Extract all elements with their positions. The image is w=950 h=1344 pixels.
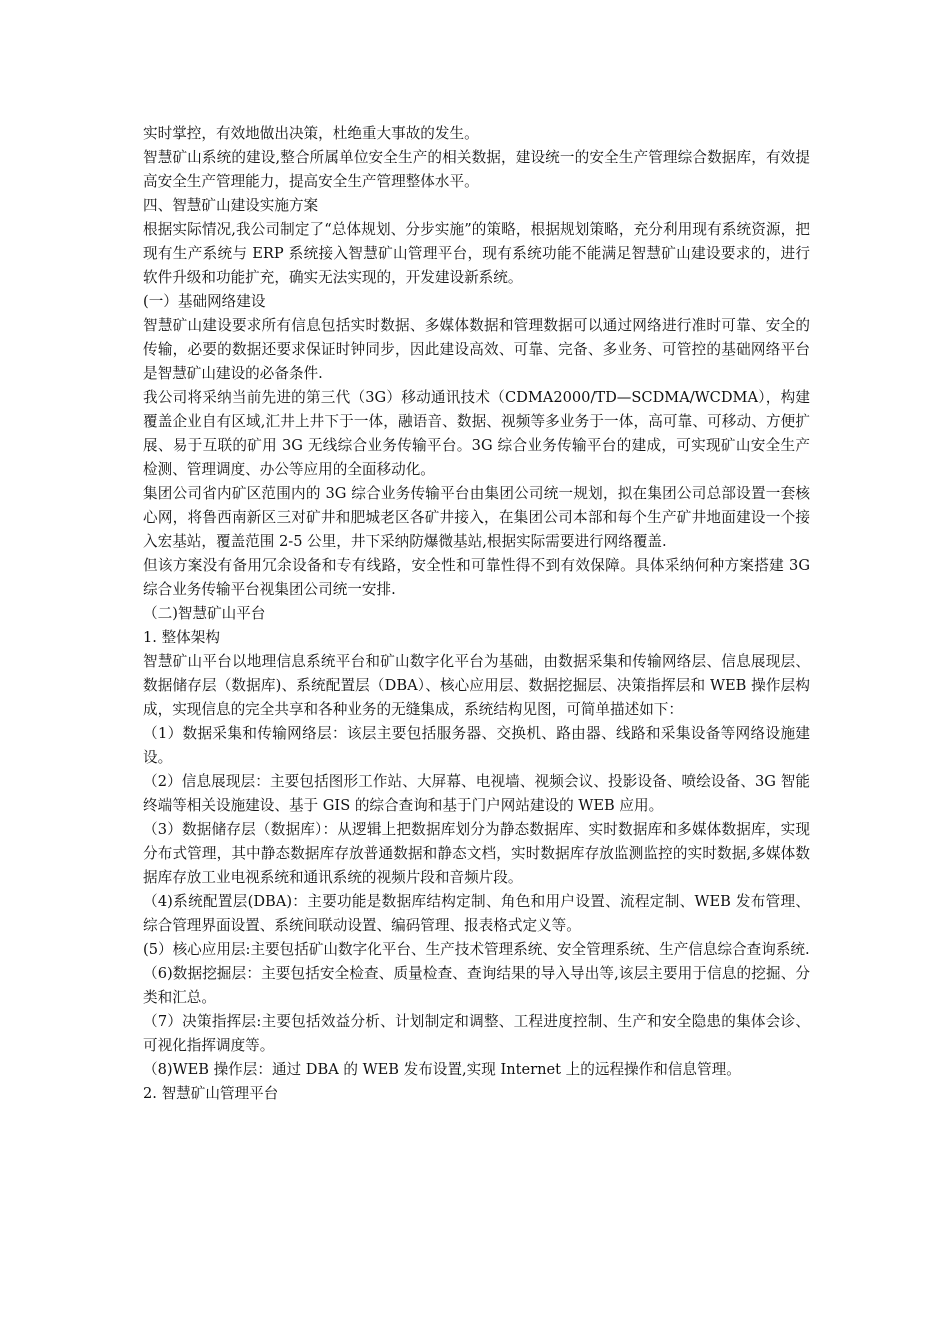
paragraph: 智慧矿山平台以地理信息系统平台和矿山数字化平台为基础，由数据采集和传输网络层、信息展现层、数据储存层（数据库)、系统配置层（DBA）、核心应用层、数据挖掘层、决策指挥层和 WEB 操作层构成，实现信息的完全共享和各种业务的无缝集成，系统结构见图，可简单描述如下： [143, 653, 810, 718]
paragraph: 智慧矿山建设要求所有信息包括实时数据、多媒体数据和管理数据可以通过网络进行准时可靠、安全的传输，必要的数据还要求保证时钟同步，因此建设高效、可靠、完备、多业务、可管控的基础网络平台是智慧矿山建设的必备条件. [143, 317, 810, 382]
subsection-heading: (一）基础网络建设 [143, 293, 266, 310]
paragraph: 智慧矿山系统的建设,整合所属单位安全生产的相关数据，建设统一的安全生产管理综合数据库，有效提高安全生产管理能力，提高安全生产管理整体水平。 [143, 149, 810, 190]
numbered-heading: 2. 智慧矿山管理平台 [143, 1085, 279, 1102]
paragraph: 但该方案没有备用冗余设备和专有线路，安全性和可靠性得不到有效保障。具体采纳何种方案搭建 3G 综合业务传输平台视集团公司统一安排. [143, 557, 810, 598]
numbered-heading: 1. 整体架构 [143, 629, 220, 646]
paragraph: 根据实际情况,我公司制定了“总体规划、分步实施”的策略，根据规划策略，充分利用现有系统资源，把现有生产系统与 ERP 系统接入智慧矿山管理平台，现有系统功能不能满足智慧矿山建设要求的，进行软件升级和功能扩充，确实无法实现的，开发建设新系统。 [143, 221, 810, 286]
paragraph: 实时掌控，有效地做出决策，杜绝重大事故的发生。 [143, 125, 479, 142]
list-item: （1）数据采集和传输网络层：该层主要包括服务器、交换机、路由器、线路和采集设备等网络设施建设。 [143, 725, 810, 766]
section-heading: 四、智慧矿山建设实施方案 [143, 197, 319, 214]
list-item: （2）信息展现层：主要包括图形工作站、大屏幕、电视墙、视频会议、投影设备、喷绘设备、3G 智能终端等相关设施建设、基于 GIS 的综合查询和基于门户网站建设的 WEB 应用。 [143, 773, 810, 814]
paragraph: 我公司将采纳当前先进的第三代（3G）移动通讯技术（CDMA2000/TD—SCDMA/WCDMA），构建覆盖企业自有区域,汇井上井下于一体，融语音、数据、视频等多业务于一体，高可靠、可移动、方便扩展、易于互联的矿用 3G 无线综合业务传输平台。3G 综合业务传输平台的建成，可实现矿山安全生产检测、管理调度、办公等应用的全面移动化。 [143, 389, 810, 478]
list-item: （7）决策指挥层:主要包括效益分析、计划制定和调整、工程进度控制、生产和安全隐患的集体会诊、可视化指挥调度等。 [143, 1013, 810, 1054]
paragraph: 集团公司省内矿区范围内的 3G 综合业务传输平台由集团公司统一规划，拟在集团公司总部设置一套核心网，将鲁西南新区三对矿井和肥城老区各矿井接入，在集团公司本部和每个生产矿井地面建设一个接入宏基站，覆盖范围 2-5 公里，井下采纳防爆微基站,根据实际需要进行网络覆盖. [143, 485, 810, 550]
subsection-heading: （二)智慧矿山平台 [143, 605, 266, 622]
list-item: (5）核心应用层:主要包括矿山数字化平台、生产技术管理系统、安全管理系统、生产信息综合查询系统. [143, 941, 810, 958]
list-item: （8)WEB 操作层：通过 DBA 的 WEB 发布设置,实现 Internet 上的远程操作和信息管理。 [143, 1061, 741, 1078]
list-item: （6)数据挖掘层：主要包括安全检查、质量检查、查询结果的导入导出等,该层主要用于信息的挖掘、分类和汇总。 [143, 965, 810, 1006]
list-item: （4)系统配置层(DBA)：主要功能是数据库结构定制、角色和用户设置、流程定制、WEB 发布管理、综合管理界面设置、系统间联动设置、编码管理、报表格式定义等。 [143, 893, 810, 934]
list-item: （3）数据储存层（数据库）：从逻辑上把数据库划分为静态数据库、实时数据库和多媒体数据库，实现分布式管理，其中静态数据库存放普通数据和静态文档，实时数据库存放监测监控的实时数据,多媒体数据库存放工业电视系统和通讯系统的视频片段和音频片段。 [143, 821, 810, 886]
document-body [143, 122, 810, 1106]
